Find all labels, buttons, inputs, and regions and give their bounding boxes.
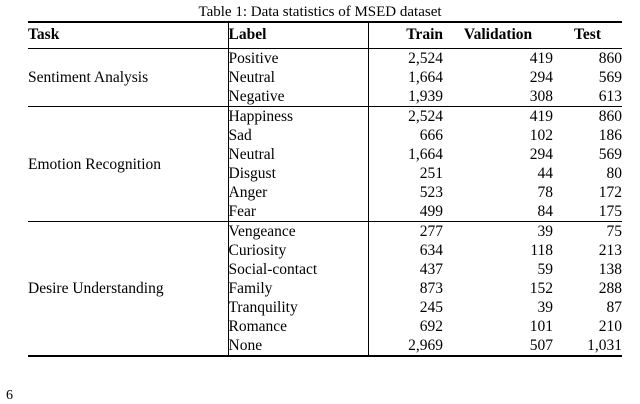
cell-test: 172 [598,184,622,201]
cell-train: 2,524 [408,50,443,67]
cell-label: Fear [228,202,368,222]
cell-label: Family [228,279,368,298]
cell-validation: 84 [443,202,553,222]
cell-validation: 294 [529,146,553,163]
cell-validation: 419 [529,108,553,125]
table-row [28,222,622,242]
data-statistics-table [28,21,622,357]
cell-label: Anger [228,183,368,202]
cell-validation: 44 [537,165,553,182]
cell-train: 251 [419,165,443,182]
cell-label: Vengeance [228,222,368,242]
cell-validation: 152 [529,280,553,297]
cell-validation: 507 [443,336,553,356]
section-desire-understanding [28,222,622,357]
cell-label: Disgust [228,164,368,183]
cell-validation: 118 [530,242,553,259]
cell-validation: 101 [529,318,553,335]
cell-train: 499 [368,202,443,222]
header-validation: Validation [443,22,553,49]
cell-test: 569 [598,146,622,163]
header-test: Test [553,22,622,49]
cell-label: Sad [228,126,368,145]
cell-train: 277 [419,223,443,240]
cell-validation: 39 [537,299,553,316]
cell-train: 523 [419,184,443,201]
cell-test: 613 [553,87,622,107]
header-row [28,22,622,49]
cell-label: Tranquility [228,298,368,317]
cell-label: Happiness [228,107,368,127]
cell-train: 692 [419,318,443,335]
cell-test: 175 [553,202,622,222]
cell-validation: 419 [529,50,553,67]
cell-test: 213 [598,242,622,259]
cell-test: 80 [606,165,622,182]
cell-train: 634 [419,242,443,259]
cell-validation: 59 [537,261,553,278]
cell-test: 569 [598,69,622,86]
cell-train: 437 [419,261,443,278]
cell-label: Neutral [228,68,368,87]
section-emotion-recognition [28,107,622,222]
cell-test: 288 [598,280,622,297]
section-sentiment-analysis [28,49,622,107]
table-header [28,22,622,49]
cell-test: 138 [598,261,622,278]
table-row [28,107,622,127]
cell-label: Romance [228,317,368,336]
cell-test: 186 [598,127,622,144]
cell-label: Neutral [228,145,368,164]
cell-train: 1,664 [408,146,443,163]
cell-test: 860 [598,108,622,125]
cell-train: 2,969 [368,336,443,356]
header-train: Train [368,22,443,49]
header-task: Task [28,22,228,49]
cell-test: 1,031 [553,336,622,356]
cell-test: 860 [598,50,622,67]
cell-label: None [228,336,368,356]
cell-label: Positive [228,49,368,69]
cell-test: 210 [598,318,622,335]
task-cell: Emotion Recognition [28,107,228,222]
cell-label: Negative [228,87,368,107]
cell-train: 1,664 [408,69,443,86]
cell-label: Curiosity [228,241,368,260]
task-cell: Sentiment Analysis [28,49,228,107]
cell-validation: 294 [529,69,553,86]
task-cell: Desire Understanding [28,222,228,357]
cell-validation: 39 [537,223,553,240]
header-label: Label [228,22,368,49]
cell-train: 873 [419,280,443,297]
cell-validation: 308 [443,87,553,107]
cell-train: 2,524 [408,108,443,125]
cell-test: 87 [606,299,622,316]
cell-train: 1,939 [368,87,443,107]
cell-validation: 102 [529,127,553,144]
cell-test: 75 [606,223,622,240]
cell-train: 245 [419,299,443,316]
table-row [28,49,622,69]
cell-label: Social-contact [228,260,368,279]
table-caption: Table 1: Data statistics of MSED dataset [198,4,442,20]
cell-validation: 78 [537,184,553,201]
page-number: 6 [6,388,13,403]
cell-train: 666 [419,127,443,144]
